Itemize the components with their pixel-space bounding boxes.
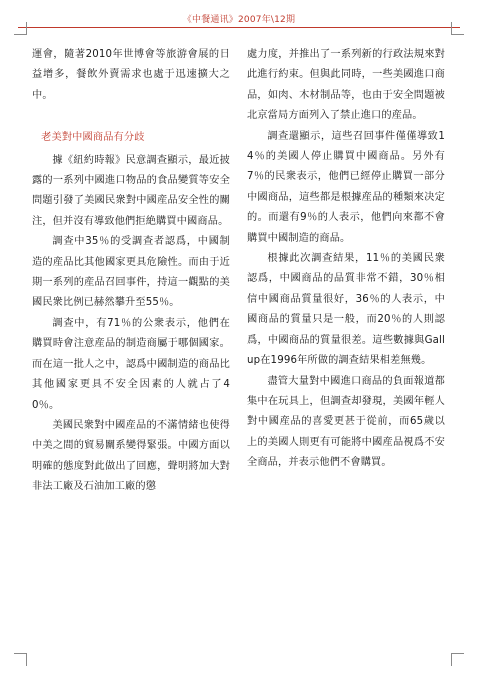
left-column [32, 45, 230, 498]
paragraph: 調查還顯示，這些召回事件僅僅導致14％的美國人停止購買中國商品。另外有7％的民衆表示，他們已經停止購買一部分中國商品，這些都是根據産品的種類來决定的。而還有9％的人表示，他們向來都不會購買中國制造的商品。 [247, 130, 445, 244]
right-column [247, 45, 445, 474]
paragraph: 據《紐約時報》民意調查顯示，最近披露的一系列中國進口物品的食品變質等安全問題引發了美國民衆對中國産品安全性的關注，但并沒有導致他們拒絶購買中國商品。 [32, 154, 230, 227]
paragraph: 根據此次調查結果，11％的美國民衆認爲，中國商品的品質非常不錯，30％相信中國商品質量很好，36％的人表示，中國商品的質量只是一般，而20％的人則認爲，中國商品的質量很差。這些數據與Gallup在1996年所做的調查結果相差無幾。 [247, 253, 445, 367]
continued-paragraph: 處力度，并推出了一系列新的行政法規來對此進行約束。但與此同時，一些美國進口商品，如肉、木材制品等，也由于安全問題被北京當局方面列入了禁止進口的産品。 [247, 49, 445, 122]
crop-mark-top-left [14, 22, 27, 35]
paragraph: 調查中，有71％的公衆表示，他們在購買時會注意産品的制造商屬于哪個國家。而在這一批人之中，認爲中國制造的商品比其他國家更具不安全因素的人就占了40％。 [32, 317, 230, 411]
paragraph: 調查中35％的受調查者認爲，中國制造的産品比其他國家更具危險性。而由于近期一系列的産品召回事件，持這一觀點的美國民衆比例已赫然攀升至55％。 [32, 236, 230, 309]
crop-mark-bottom-right [451, 653, 464, 666]
paragraph: 美國民衆對中國産品的不滿情緒也使得中美之間的貿易關系變得緊張。中國方面以明確的態度對此做出了回應，聲明將加大對非法工廠及石油加工廠的懲 [32, 419, 230, 493]
crop-mark-top-right [451, 22, 464, 35]
journal-title: 《中餐通讯》2007年\12期 [182, 15, 296, 25]
continued-paragraph: 運會，隨著2010年世博會等旅游會展的日益增多，餐飲外賣需求也處于迅速擴大之中。 [32, 49, 230, 101]
header-rule [18, 27, 460, 28]
section-heading: 老美對中國商品有分歧 [41, 132, 145, 144]
paragraph: 盡管大量對中國進口商品的負面報道都集中在玩具上，但調查却發現，美國年輕人對中國産品的喜愛更甚于從前，而65歲以上的美國人則更有可能將中國産品視爲不安全商品，并表示他們不會購買。 [247, 375, 445, 469]
crop-mark-bottom-left [14, 653, 27, 666]
page-header [18, 6, 460, 26]
